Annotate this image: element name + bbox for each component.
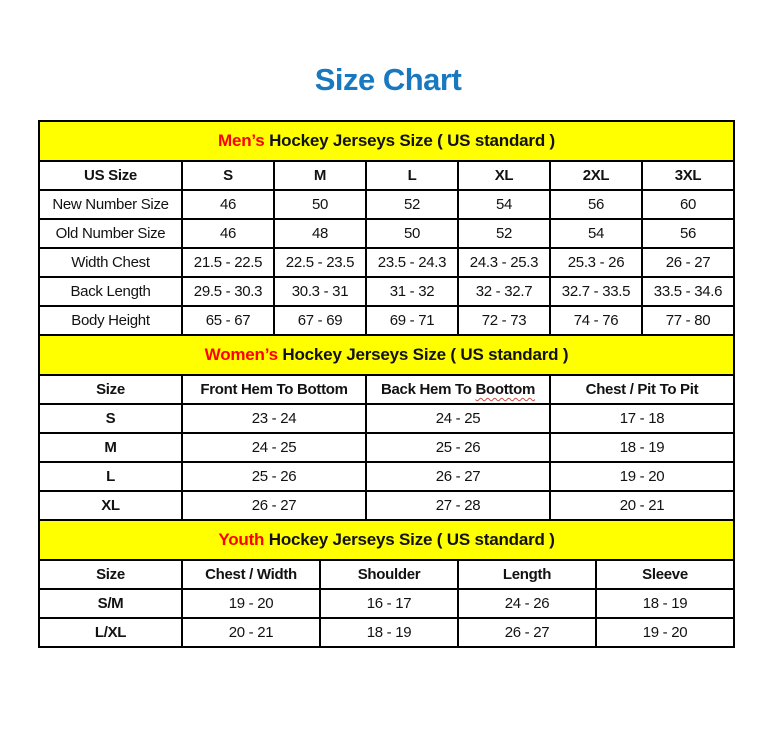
cell: 17 - 18 xyxy=(550,404,734,433)
womens-header-row xyxy=(39,375,734,404)
cell: 24 - 25 xyxy=(182,433,366,462)
cell: 32.7 - 33.5 xyxy=(550,277,642,306)
row-label: M xyxy=(39,433,182,462)
cell: 18 - 19 xyxy=(320,618,458,647)
cell: 26 - 27 xyxy=(458,618,596,647)
cell: 52 xyxy=(366,190,458,219)
table-row xyxy=(39,433,734,462)
cell: 26 - 27 xyxy=(182,491,366,520)
table-row xyxy=(39,404,734,433)
column-header: M xyxy=(274,161,366,190)
column-header: Size xyxy=(39,560,182,589)
row-label: S/M xyxy=(39,589,182,618)
table-row xyxy=(39,248,734,277)
womens-band-row xyxy=(39,335,734,375)
column-header: Front Hem To Bottom xyxy=(182,375,366,404)
cell: 77 - 80 xyxy=(642,306,734,335)
youth-section-title xyxy=(39,520,734,560)
row-label: L/XL xyxy=(39,618,182,647)
cell: 26 - 27 xyxy=(642,248,734,277)
row-label: New Number Size xyxy=(39,190,182,219)
cell: 60 xyxy=(642,190,734,219)
cell: 23.5 - 24.3 xyxy=(366,248,458,277)
table-row xyxy=(39,462,734,491)
column-header: Size xyxy=(39,375,182,404)
cell: 65 - 67 xyxy=(182,306,274,335)
row-label: Old Number Size xyxy=(39,219,182,248)
row-label: S xyxy=(39,404,182,433)
mens-title-rest: Hockey Jerseys Size ( US standard ) xyxy=(264,131,555,150)
column-header: L xyxy=(366,161,458,190)
cell: 27 - 28 xyxy=(366,491,550,520)
page-title: Size Chart xyxy=(314,62,462,97)
youth-band-row xyxy=(39,520,734,560)
cell: 50 xyxy=(274,190,366,219)
cell: 31 - 32 xyxy=(366,277,458,306)
column-header-text: Back Hem To xyxy=(380,381,476,398)
cell: 24.3 - 25.3 xyxy=(458,248,550,277)
cell: 56 xyxy=(642,219,734,248)
womens-title-highlight: Women’s xyxy=(204,345,278,364)
cell: 20 - 21 xyxy=(550,491,734,520)
cell: 50 xyxy=(366,219,458,248)
size-chart-tables xyxy=(38,120,735,648)
cell: 24 - 26 xyxy=(458,589,596,618)
cell: 18 - 19 xyxy=(596,589,734,618)
cell: 56 xyxy=(550,190,642,219)
table-row xyxy=(39,491,734,520)
cell: 46 xyxy=(182,219,274,248)
table-row xyxy=(39,277,734,306)
cell: 25 - 26 xyxy=(366,433,550,462)
row-label: Body Height xyxy=(39,306,182,335)
cell: 26 - 27 xyxy=(366,462,550,491)
cell: 74 - 76 xyxy=(550,306,642,335)
mens-band-row xyxy=(39,121,734,161)
cell: 32 - 32.7 xyxy=(458,277,550,306)
youth-title-rest: Hockey Jerseys Size ( US standard ) xyxy=(264,530,555,549)
column-header xyxy=(366,375,550,404)
cell: 25.3 - 26 xyxy=(550,248,642,277)
mens-title-highlight: Men’s xyxy=(218,131,265,150)
column-header: 2XL xyxy=(550,161,642,190)
misspelled-word: Boottom xyxy=(475,381,536,398)
cell: 69 - 71 xyxy=(366,306,458,335)
column-header: 3XL xyxy=(642,161,734,190)
cell: 67 - 69 xyxy=(274,306,366,335)
cell: 19 - 20 xyxy=(550,462,734,491)
cell: 25 - 26 xyxy=(182,462,366,491)
cell: 52 xyxy=(458,219,550,248)
youth-size-table xyxy=(38,519,735,648)
column-header: US Size xyxy=(39,161,182,190)
table-row xyxy=(39,589,734,618)
cell: 48 xyxy=(274,219,366,248)
column-header: Chest / Width xyxy=(182,560,320,589)
table-row xyxy=(39,219,734,248)
table-row xyxy=(39,618,734,647)
row-label: Width Chest xyxy=(39,248,182,277)
youth-header-row xyxy=(39,560,734,589)
womens-size-table xyxy=(38,334,735,521)
column-header: XL xyxy=(458,161,550,190)
cell: 22.5 - 23.5 xyxy=(274,248,366,277)
column-header: Length xyxy=(458,560,596,589)
column-header: Sleeve xyxy=(596,560,734,589)
cell: 21.5 - 22.5 xyxy=(182,248,274,277)
cell: 46 xyxy=(182,190,274,219)
womens-section-title xyxy=(39,335,734,375)
cell: 18 - 19 xyxy=(550,433,734,462)
column-header: Shoulder xyxy=(320,560,458,589)
cell: 33.5 - 34.6 xyxy=(642,277,734,306)
cell: 30.3 - 31 xyxy=(274,277,366,306)
row-label: Back Length xyxy=(39,277,182,306)
cell: 54 xyxy=(458,190,550,219)
cell: 19 - 20 xyxy=(182,589,320,618)
cell: 23 - 24 xyxy=(182,404,366,433)
mens-size-table xyxy=(38,120,735,336)
cell: 20 - 21 xyxy=(182,618,320,647)
mens-header-row xyxy=(39,161,734,190)
column-header: Chest / Pit To Pit xyxy=(550,375,734,404)
row-label: XL xyxy=(39,491,182,520)
cell: 24 - 25 xyxy=(366,404,550,433)
womens-title-rest: Hockey Jerseys Size ( US standard ) xyxy=(277,345,569,364)
table-row xyxy=(39,306,734,335)
column-header: S xyxy=(182,161,274,190)
cell: 16 - 17 xyxy=(320,589,458,618)
cell: 19 - 20 xyxy=(596,618,734,647)
youth-title-highlight: Youth xyxy=(218,530,265,549)
cell: 72 - 73 xyxy=(458,306,550,335)
table-row xyxy=(39,190,734,219)
cell: 54 xyxy=(550,219,642,248)
row-label: L xyxy=(39,462,182,491)
cell: 29.5 - 30.3 xyxy=(182,277,274,306)
mens-section-title xyxy=(39,121,734,161)
